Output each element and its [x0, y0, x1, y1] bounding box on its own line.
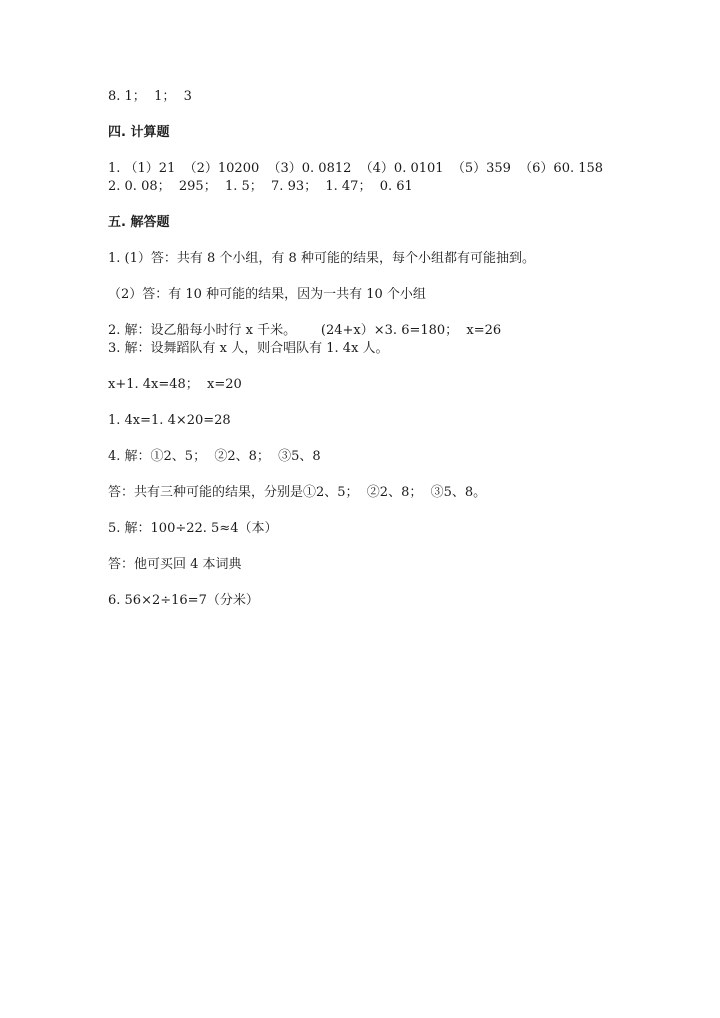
solution-3-result: 1. 4x=1. 4×20=28 — [108, 413, 231, 428]
solution-3-equation: x+1. 4x=48； x=20 — [108, 377, 242, 392]
calc-answer-2: 2. 0. 08； 295； 1. 5； 7. 93； 1. 47； 0. 61 — [108, 179, 413, 194]
solution-5-answer: 答：他可买回 4 本词典 — [108, 557, 242, 572]
solution-3: 3. 解：设舞蹈队有 x 人，则合唱队有 1. 4x 人。 — [108, 341, 389, 356]
answer-8: 8. 1； 1； 3 — [108, 89, 192, 104]
solution-6: 6. 56×2÷16=7（分米） — [108, 593, 259, 608]
solution-4: 4. 解：①2、5； ②2、8； ③5、8 — [108, 449, 321, 464]
calc-answer-1: 1. （1）21 （2）10200 （3）0. 0812 （4）0. 0101 （5）359 （6）60. 158 — [108, 161, 604, 176]
section-heading-solutions: 五. 解答题 — [108, 215, 170, 230]
solution-5: 5. 解：100÷22. 5≈4（本） — [108, 521, 278, 536]
solution-2: 2. 解：设乙船每小时行 x 千米。 (24+x）×3. 6=180； x=26 — [108, 323, 502, 338]
solution-1-part-1: 1. (1）答：共有 8 个小组，有 8 种可能的结果，每个小组都有可能抽到。 — [108, 251, 535, 266]
section-heading-calculation: 四. 计算题 — [108, 125, 170, 140]
solution-1-part-2: （2）答：有 10 种可能的结果，因为一共有 10 个小组 — [108, 287, 426, 302]
solution-4-answer: 答：共有三种可能的结果，分别是①2、5； ②2、8； ③5、8。 — [108, 485, 487, 500]
